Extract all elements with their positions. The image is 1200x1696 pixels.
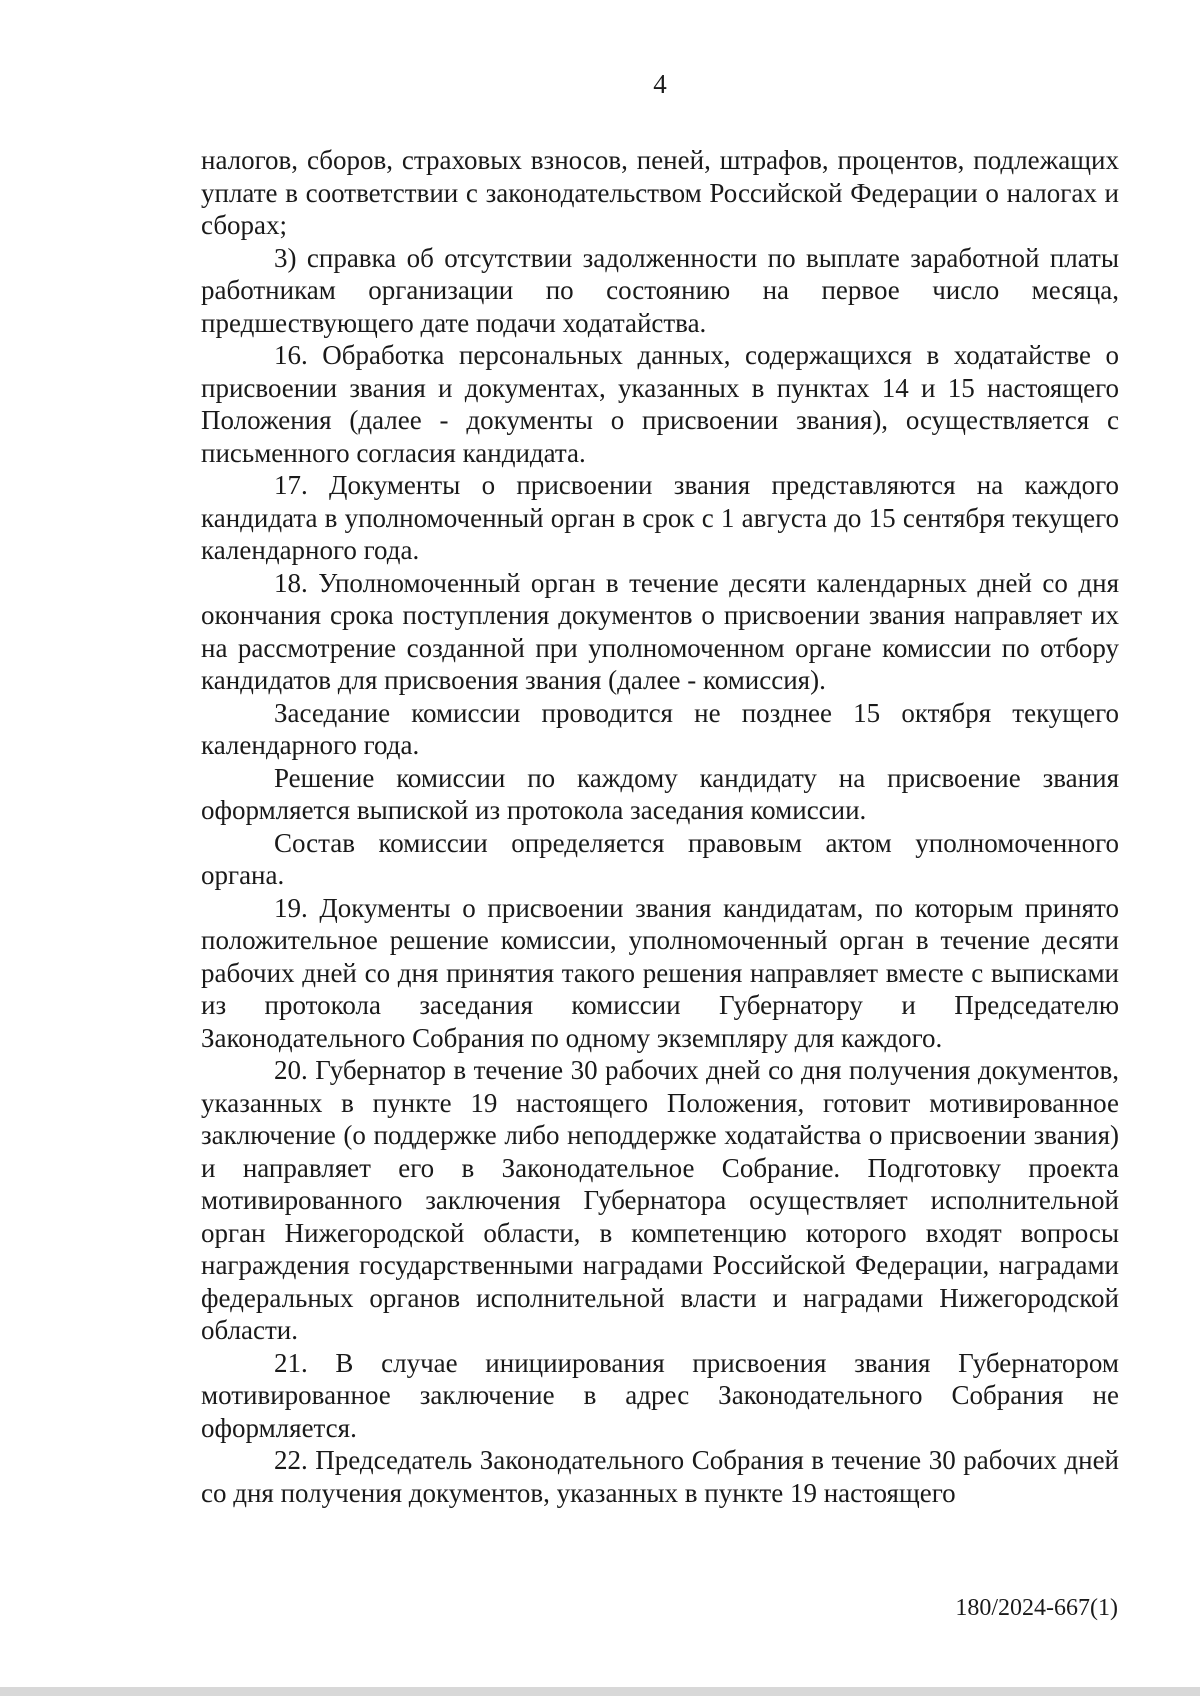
document-body bbox=[201, 144, 1119, 1509]
paragraph-18-decision: Решение комиссии по каждому кандидату на присвоение звания оформляется выпиской из протокола заседания комиссии. bbox=[201, 762, 1119, 825]
paragraph-18-meeting: Заседание комиссии проводится не позднее 15 октября текущего календарного года. bbox=[201, 697, 1119, 760]
paragraph-20: 20. Губернатор в течение 30 рабочих дней со дня получения документов, указанных в пункте 19 настоящего Положения, готовит мотивированное заключение (о поддержке либо неподдержке ходатайства о присвоении звания) и направляет его в Законодательное Собрание. Подготовку проекта мотивированного заключения Губернатора осуществляет исполнительной орган Нижегородской области, в компетенцию которого входят вопросы награждения государственными наградами Российской Федерации, наградами федеральных органов исполнительной власти и наградами Нижегородской области. bbox=[201, 1055, 1119, 1345]
paragraph-18-composition: Состав комиссии определяется правовым актом уполномоченного органа. bbox=[201, 827, 1119, 890]
page-number: 4 bbox=[653, 69, 667, 99]
paragraph-16: 16. Обработка персональных данных, содержащихся в ходатайстве о присвоении звания и документах, указанных в пунктах 14 и 15 настоящего Положения (далее - документы о присвоении звания), осуществляется с письменного согласия кандидата. bbox=[201, 340, 1119, 468]
paragraph-22: 22. Председатель Законодательного Собрания в течение 30 рабочих дней со дня получения документов, указанных в пункте 19 настоящего bbox=[201, 1445, 1119, 1508]
paragraph-19: 19. Документы о присвоении звания кандидатам, по которым принято положительное решение комиссии, уполномоченный орган в течение десяти рабочих дней со дня принятия такого решения направляет вместе с выписками из протокола заседания комиссии Губернатору и Председателю Законодательного Собрания по одному экземпляру для каждого. bbox=[201, 892, 1119, 1053]
scan-bottom-edge bbox=[0, 1687, 1200, 1696]
paragraph-continuation: налогов, сборов, страховых взносов, пеней, штрафов, процентов, подлежащих уплате в соответствии с законодательством Российской Федерации о налогах и сборах; bbox=[201, 145, 1119, 240]
paragraph-18: 18. Уполномоченный орган в течение десяти календарных дней со дня окончания срока поступления документов о присвоении звания направляет их на рассмотрение созданной при уполномоченном органе комиссии по отбору кандидатов для присвоения звания (далее - комиссия). bbox=[201, 567, 1119, 695]
paragraph-17: 17. Документы о присвоении звания представляются на каждого кандидата в уполномоченный орган в срок с 1 августа до 15 сентября текущего календарного года. bbox=[201, 470, 1119, 565]
document-registration-code: 180/2024-667(1) bbox=[955, 1595, 1118, 1621]
paragraph-21: 21. В случае инициирования присвоения звания Губернатором мотивированное заключение в адрес Законодательного Собрания не оформляется. bbox=[201, 1347, 1119, 1443]
paragraph-item-3: 3) справка об отсутствии задолженности по выплате заработной платы работникам организации по состоянию на первое число месяца, предшествующего дате подачи ходатайства. bbox=[201, 242, 1119, 338]
